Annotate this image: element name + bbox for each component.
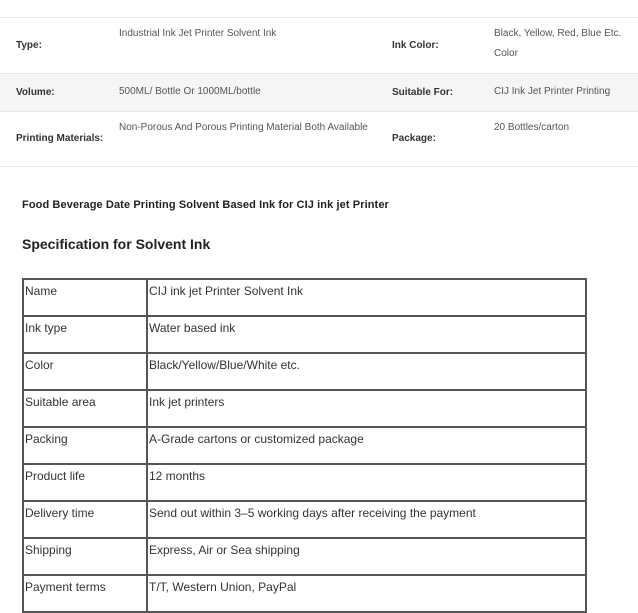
spec-value-cell: CIJ ink jet Printer Solvent Ink	[147, 279, 586, 316]
spec-section-title: Specification for Solvent Ink	[22, 236, 211, 252]
attribute-row	[0, 111, 638, 166]
spec-name-cell: Packing	[23, 427, 147, 464]
spec-value-cell: Black/Yellow/Blue/White etc.	[147, 353, 586, 390]
spec-name-cell: Name	[23, 279, 147, 316]
product-headline: Food Beverage Date Printing Solvent Based Ink for CIJ ink jet Printer	[22, 199, 389, 211]
attribute-label: Type:	[0, 18, 119, 73]
specification-table	[22, 278, 587, 613]
attribute-label: Ink Color:	[374, 18, 494, 73]
spec-row	[23, 390, 586, 427]
spec-row	[23, 316, 586, 353]
spec-value-cell: T/T, Western Union, PayPal	[147, 575, 586, 612]
spec-row	[23, 575, 586, 612]
attribute-value: CIJ Ink Jet Printer Printing	[494, 73, 638, 111]
spec-name-cell: Product life	[23, 464, 147, 501]
spec-row	[23, 427, 586, 464]
spec-name-cell: Suitable area	[23, 390, 147, 427]
spec-value-cell: Ink jet printers	[147, 390, 586, 427]
attribute-row	[0, 73, 638, 111]
spec-value-cell: Water based ink	[147, 316, 586, 353]
spec-row	[23, 464, 586, 501]
spec-value-cell: A-Grade cartons or customized package	[147, 427, 586, 464]
attribute-row	[0, 18, 638, 73]
attribute-value: 20 Bottles/carton	[494, 111, 638, 166]
attribute-value: Industrial Ink Jet Printer Solvent Ink	[119, 18, 374, 73]
spec-name-cell: Shipping	[23, 538, 147, 575]
attribute-label: Volume:	[0, 73, 119, 111]
attribute-label: Suitable For:	[374, 73, 494, 111]
spec-name-cell: Delivery time	[23, 501, 147, 538]
product-attributes-table	[0, 18, 638, 167]
spec-value-cell: Send out within 3–5 working days after receiving the payment	[147, 501, 586, 538]
spec-row	[23, 279, 586, 316]
spec-value-cell: Express, Air or Sea shipping	[147, 538, 586, 575]
spec-row	[23, 353, 586, 390]
spec-row	[23, 501, 586, 538]
attribute-label: Package:	[374, 111, 494, 166]
spec-name-cell: Color	[23, 353, 147, 390]
spec-name-cell: Payment terms	[23, 575, 147, 612]
spec-name-cell: Ink type	[23, 316, 147, 353]
spec-value-cell: 12 months	[147, 464, 586, 501]
spec-row	[23, 538, 586, 575]
attribute-value: Non-Porous And Porous Printing Material Both Available	[119, 111, 374, 166]
attribute-value: Black, Yellow, Red, Blue Etc. Color	[494, 18, 638, 73]
attribute-value: 500ML/ Bottle Or 1000ML/bottle	[119, 73, 374, 111]
attribute-label: Printing Materials:	[0, 111, 119, 166]
